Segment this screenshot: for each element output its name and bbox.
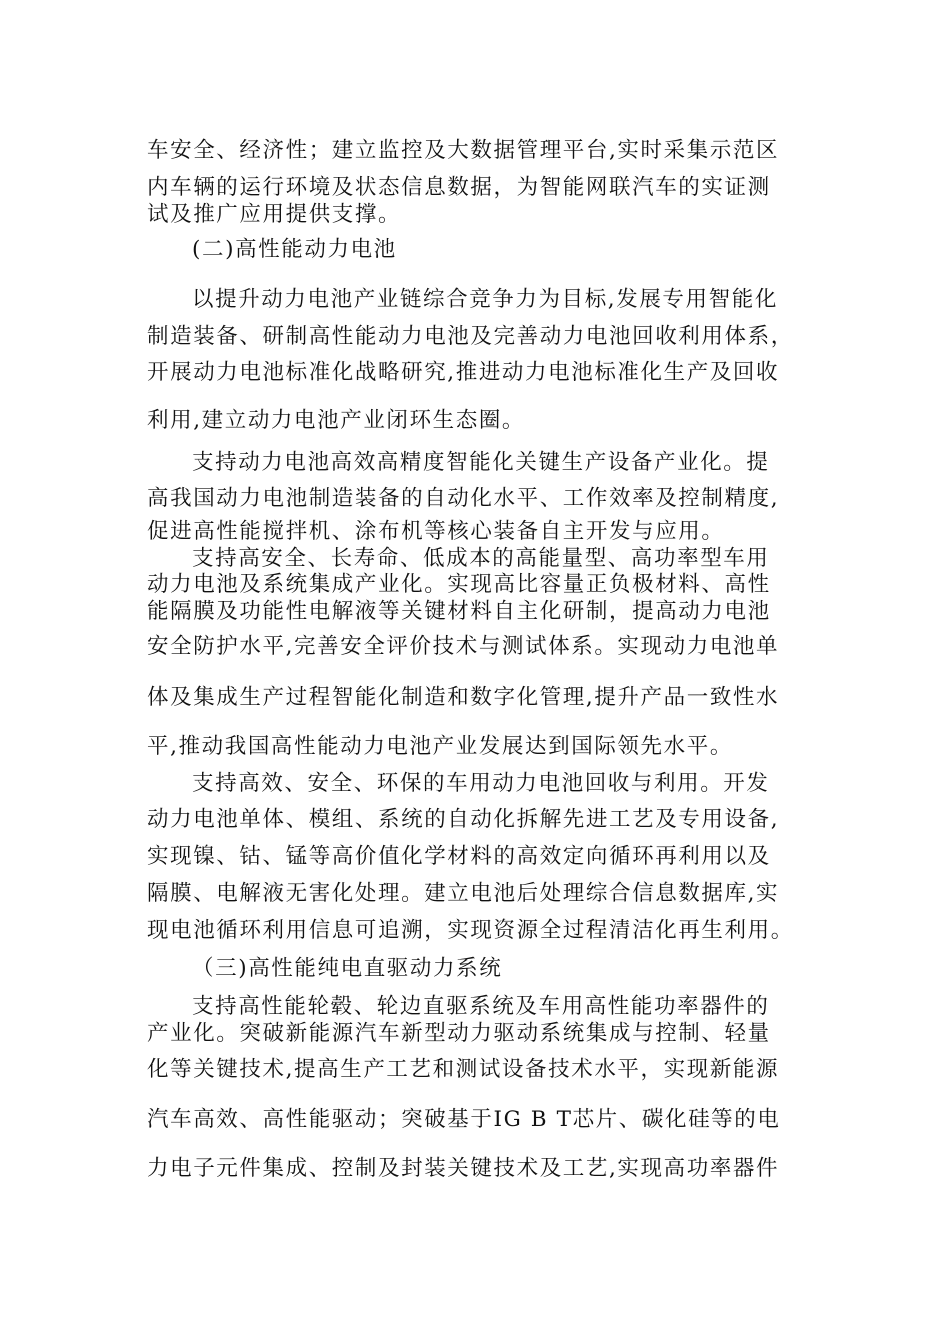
text-line: 化等关键技术,提高生产工艺和测试设备技术水平，实现新能源 <box>147 1057 780 1082</box>
text-line: 汽车高效、高性能驱动；突破基于IG B T芯片、碳化硅等的电 <box>147 1107 781 1132</box>
text-line: 高我国动力电池制造装备的自动化水平、工作效率及控制精度, <box>147 486 780 511</box>
text-line: 体及集成生产过程智能化制造和数字化管理,提升产品一致性水 <box>147 685 780 710</box>
text-line: 支持高效、安全、环保的车用动力电池回收与利用。开发 <box>192 771 770 796</box>
text-line: 支持高安全、长寿命、低成本的高能量型、高功率型车用 <box>192 546 770 571</box>
section-heading: （三)高性能纯电直驱动力系统 <box>192 956 503 981</box>
text-line: 力电子元件集成、控制及封装关键技术及工艺,实现高功率器件 <box>147 1156 780 1181</box>
text-line: 安全防护水平,完善安全评价技术与测试体系。实现动力电池单 <box>147 634 780 659</box>
text-line: 支持高性能轮毂、轮边直驱系统及车用高性能功率器件的 <box>192 994 770 1019</box>
text-line: 制造装备、研制高性能动力电池及完善动力电池回收利用体系， <box>147 324 794 349</box>
text-line: 平,推动我国高性能动力电池产业发展达到国际领先水平。 <box>147 734 733 759</box>
text-line: 试及推广应用提供支撑。 <box>147 202 402 227</box>
text-line: 动力电池及系统集成产业化。实现高比容量正负极材料、高性 <box>147 572 771 597</box>
text-line: 促进高性能搅拌机、涂布机等核心装备自主开发与应用。 <box>147 519 725 544</box>
text-line: 隔膜、电解液无害化处理。建立电池后处理综合信息数据库,实 <box>147 881 780 906</box>
text-line: 以提升动力电池产业链综合竞争力为目标,发展专用智能化 <box>192 287 778 312</box>
text-line: 支持动力电池高效高精度智能化关键生产设备产业化。提 <box>192 450 770 475</box>
text-line: 开展动力电池标准化战略研究,推进动力电池标准化生产及回收 <box>147 360 780 385</box>
section-heading: (二)高性能动力电池 <box>192 237 397 262</box>
text-line: 产业化。突破新能源汽车新型动力驱动系统集成与控制、轻量 <box>147 1021 771 1046</box>
text-line: 动力电池单体、模组、系统的自动化拆解先进工艺及专用设备, <box>147 807 780 832</box>
text-line: 利用,建立动力电池产业闭环生态圈。 <box>147 408 526 433</box>
text-line: 车安全、经济性；建立监控及大数据管理平台,实时采集示范区 <box>147 138 780 163</box>
text-line: 现电池循环利用信息可追溯，实现资源全过程清洁化再生利用。 <box>147 918 794 943</box>
text-line: 实现镍、钴、锰等高价值化学材料的高效定向循环再利用以及 <box>147 844 771 869</box>
text-line: 内车辆的运行环境及状态信息数据，为智能网联汽车的实证测 <box>147 175 771 200</box>
text-line: 能隔膜及功能性电解液等关键材料自主化研制，提高动力电池 <box>147 599 771 624</box>
